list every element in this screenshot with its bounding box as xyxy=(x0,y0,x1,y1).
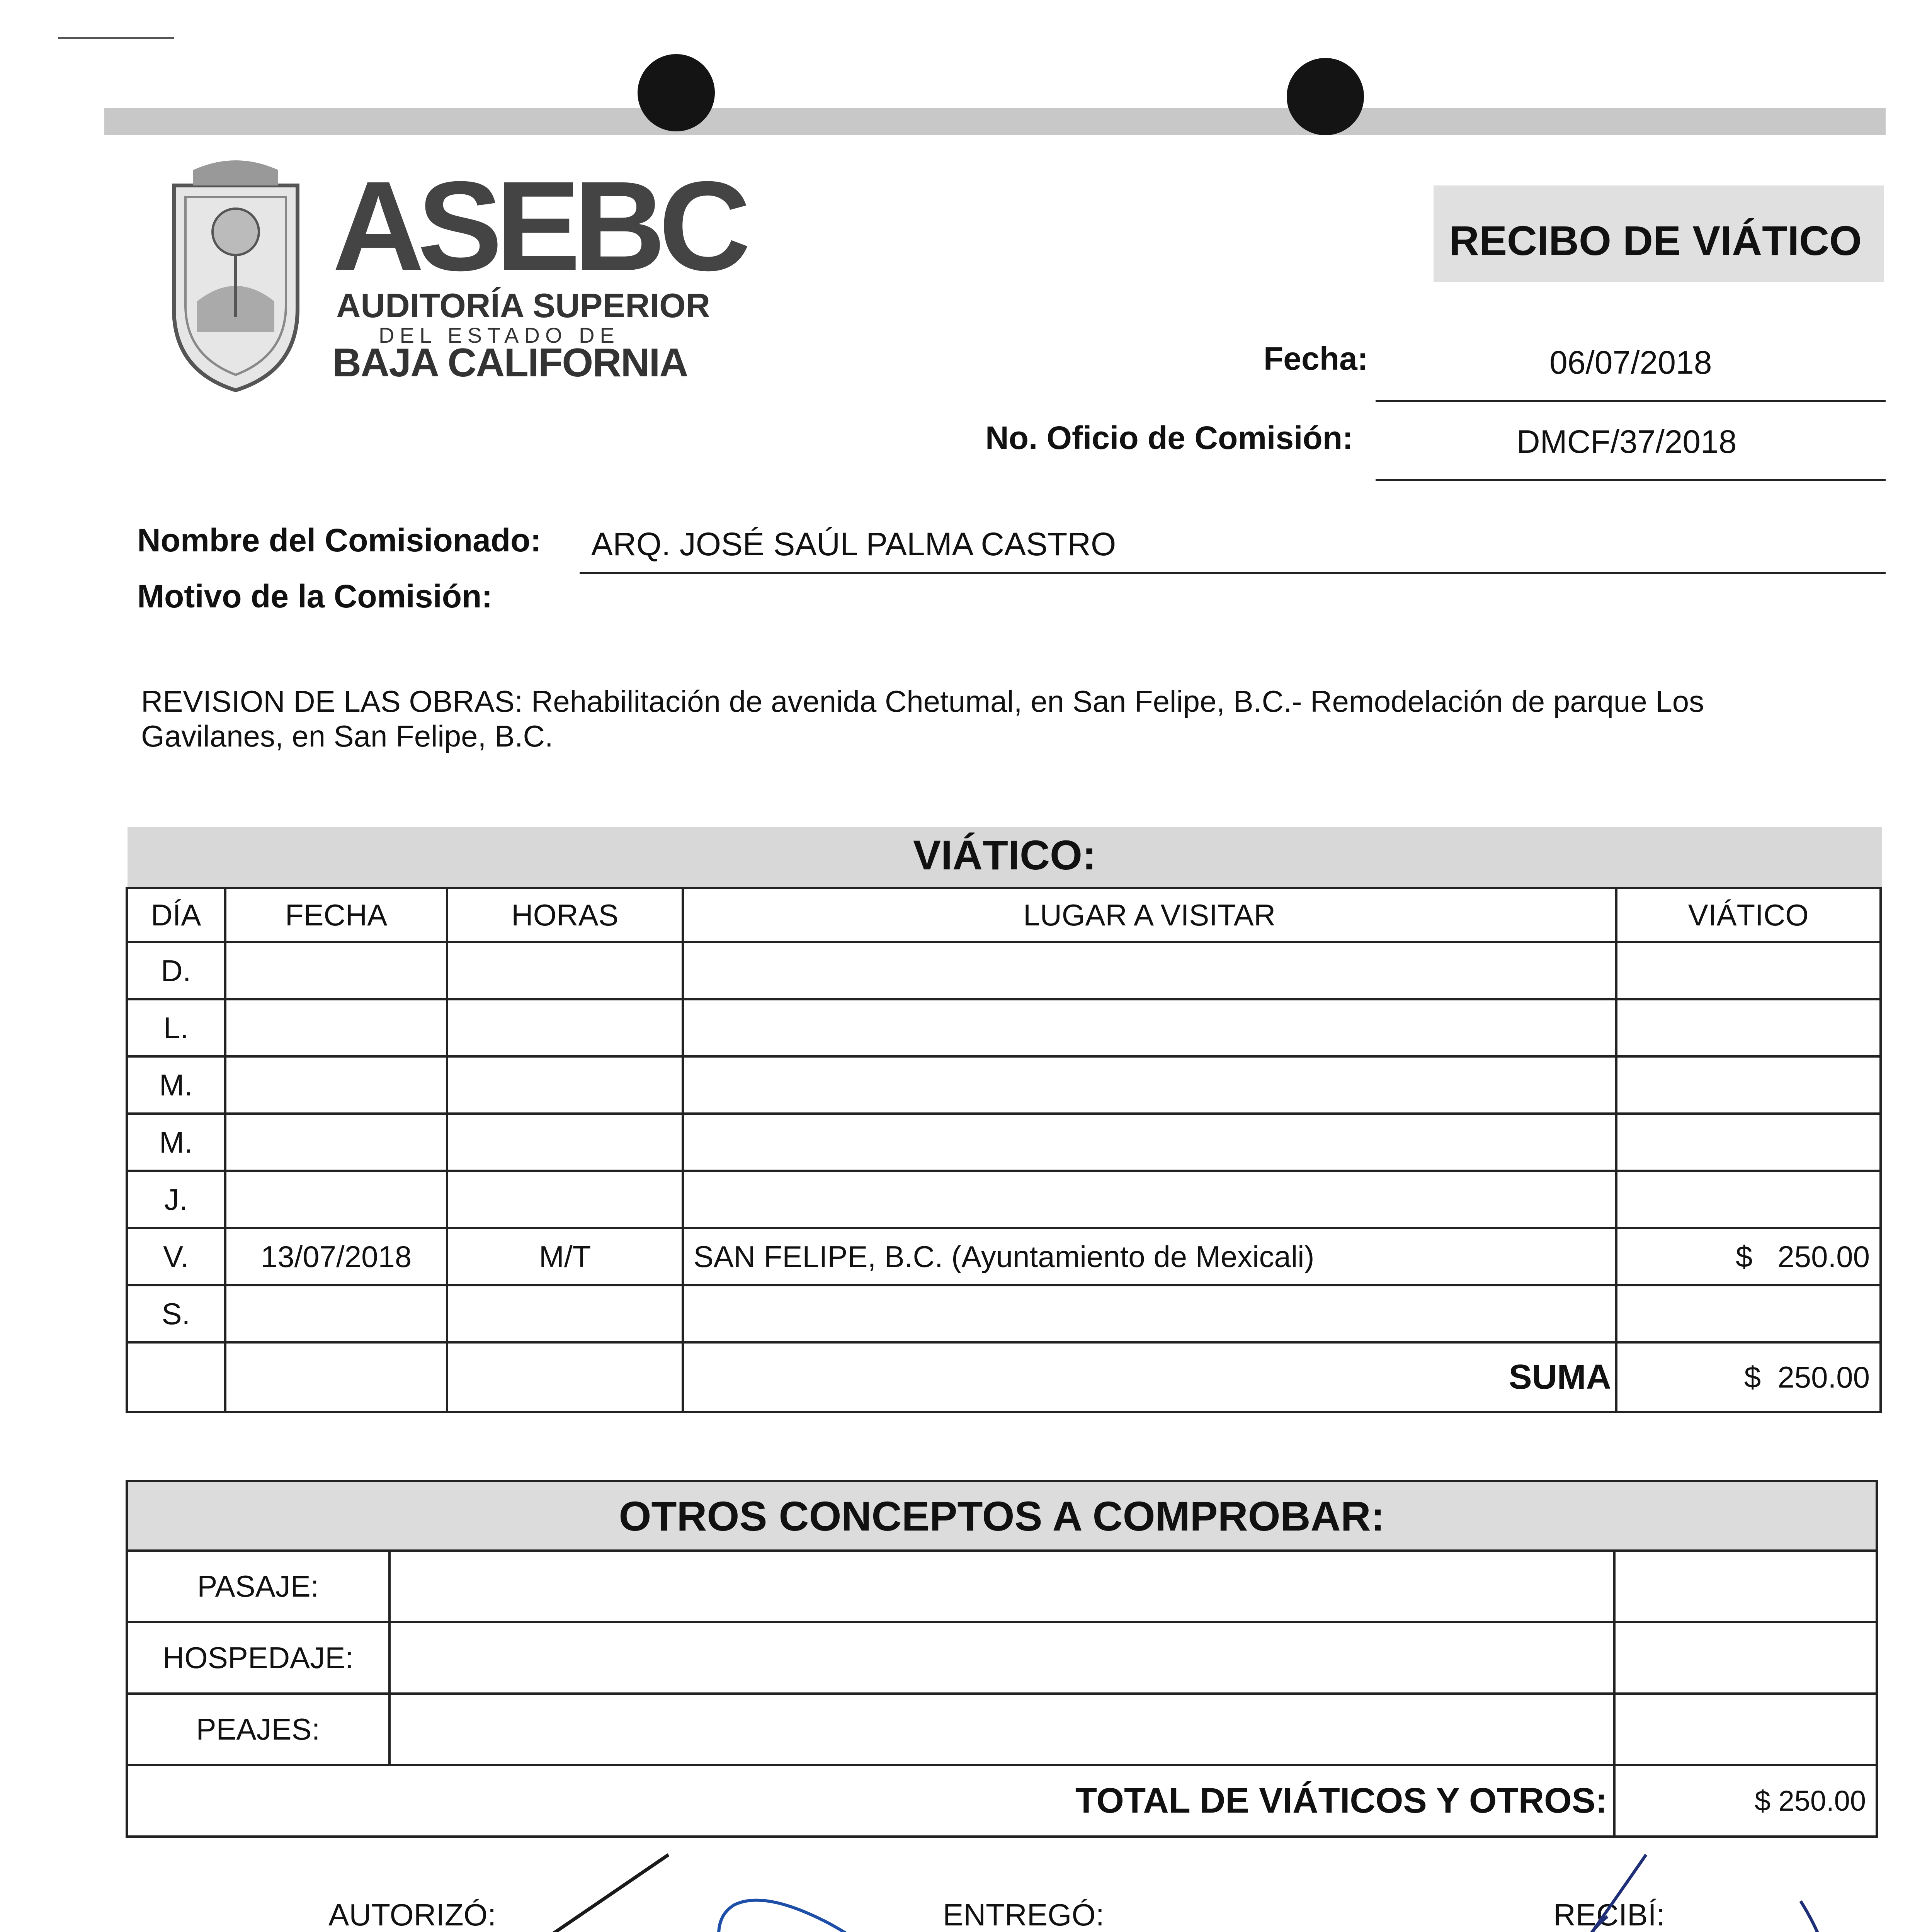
table-row xyxy=(127,1171,1881,1228)
otros-value xyxy=(1614,1551,1877,1622)
nombre-underline xyxy=(580,572,1886,574)
cell-viatico xyxy=(1616,1056,1881,1114)
cell-lugar xyxy=(683,1114,1616,1171)
nombre-value: ARQ. JOSÉ SAÚL PALMA CASTRO xyxy=(591,526,1116,562)
otros-table xyxy=(126,1480,1878,1838)
cell-fecha xyxy=(225,999,447,1056)
cell-horas xyxy=(447,1285,682,1342)
cell-dia: L. xyxy=(127,999,225,1056)
cell-dia: V. xyxy=(127,1228,225,1285)
total-value: $ 250.00 xyxy=(1614,1765,1877,1837)
suma-value: $ 250.00 xyxy=(1616,1342,1881,1412)
cell-viatico: $ 250.00 xyxy=(1616,1228,1881,1285)
entrego-heading: ENTREGÓ: xyxy=(943,1898,1104,1932)
cell-dia: M. xyxy=(127,1114,225,1171)
fecha-value: 06/07/2018 xyxy=(1549,344,1712,381)
suma-label: SUMA xyxy=(683,1342,1616,1412)
signature-entrego xyxy=(696,1874,1352,1932)
otros-title-row xyxy=(127,1481,1877,1551)
state-crest-icon xyxy=(162,155,309,394)
cell-dia: M. xyxy=(127,1056,225,1114)
oficio-label: No. Oficio de Comisión: xyxy=(985,420,1354,456)
col-viatico: VIÁTICO xyxy=(1616,888,1881,942)
cell-lugar xyxy=(683,1171,1616,1228)
cell-viatico xyxy=(1616,999,1881,1056)
cell-viatico xyxy=(1616,942,1881,999)
cell-horas xyxy=(447,942,682,999)
cell-fecha xyxy=(225,1114,447,1171)
cell-lugar: SAN FELIPE, B.C. (Ayuntamiento de Mexicali) xyxy=(683,1228,1616,1285)
cell-viatico xyxy=(1616,1114,1881,1171)
autorizo-heading: AUTORIZÓ: xyxy=(328,1898,497,1932)
otros-label: PEAJES: xyxy=(127,1694,389,1765)
table-row xyxy=(127,1551,1877,1622)
cell-lugar xyxy=(683,1056,1616,1114)
punch-hole-right xyxy=(1287,58,1364,135)
cell-horas xyxy=(447,1114,682,1171)
signature-autorizo xyxy=(147,1839,707,1932)
punch-hole-left xyxy=(638,54,715,131)
total-row xyxy=(127,1765,1877,1837)
cell-dia: S. xyxy=(127,1285,225,1342)
fecha-label: Fecha: xyxy=(1264,340,1368,377)
document-title: RECIBO DE VIÁTICO xyxy=(1449,217,1862,264)
cell-lugar xyxy=(683,999,1616,1056)
otros-value xyxy=(1614,1622,1877,1694)
scan-mark xyxy=(58,37,174,39)
table-row xyxy=(127,1622,1877,1694)
otros-title: OTROS CONCEPTOS A COMPROBAR: xyxy=(127,1481,1877,1551)
otros-detail xyxy=(389,1694,1614,1765)
table-row xyxy=(127,999,1881,1056)
cell-fecha: 13/07/2018 xyxy=(225,1228,447,1285)
cell-horas xyxy=(447,999,682,1056)
table-row xyxy=(127,1114,1881,1171)
cell-fecha xyxy=(225,1056,447,1114)
col-horas: HORAS xyxy=(447,888,682,942)
recibi-heading: RECIBÍ: xyxy=(1553,1898,1665,1932)
logo-line2: DEL ESTADO DE xyxy=(379,323,620,347)
motivo-text: REVISION DE LAS OBRAS: Rehabilitación de avenida Chetumal, en San Felipe, B.C.- Remodelación de parque Los Gavilanes, en San Felipe, B.C. xyxy=(141,684,1704,753)
cell-fecha xyxy=(225,1285,447,1342)
viatico-header-row xyxy=(127,888,1881,942)
cell-fecha xyxy=(225,942,447,999)
otros-label: PASAJE: xyxy=(127,1551,389,1622)
cell-viatico xyxy=(1616,1171,1881,1228)
otros-detail xyxy=(389,1551,1614,1622)
cell-horas xyxy=(447,1171,682,1228)
viatico-title-bar xyxy=(128,827,1882,889)
table-row xyxy=(127,1056,1881,1114)
top-bar xyxy=(104,108,1886,135)
cell-horas: M/T xyxy=(447,1228,682,1285)
col-fecha: FECHA xyxy=(225,888,447,942)
suma-row xyxy=(127,1342,1881,1412)
cell-viatico xyxy=(1616,1285,1881,1342)
table-row xyxy=(127,1228,1881,1285)
fecha-underline xyxy=(1376,400,1886,402)
cell-dia: J. xyxy=(127,1171,225,1228)
motivo-label: Motivo de la Comisión: xyxy=(137,578,493,614)
otros-detail xyxy=(389,1622,1614,1694)
oficio-underline xyxy=(1376,479,1886,481)
table-row xyxy=(127,1694,1877,1765)
cell-dia: D. xyxy=(127,942,225,999)
logo-line1: AUDITORÍA SUPERIOR xyxy=(336,286,711,325)
signature-recibi xyxy=(1376,1839,1878,1932)
logo-acronym: ASEBC xyxy=(332,155,744,297)
logo-line3: BAJA CALIFORNIA xyxy=(332,340,688,385)
otros-label: HOSPEDAJE: xyxy=(127,1622,389,1694)
col-lugar: LUGAR A VISITAR xyxy=(683,888,1616,942)
nombre-label: Nombre del Comisionado: xyxy=(137,522,541,558)
col-dia: DÍA xyxy=(127,888,225,942)
cell-lugar xyxy=(683,942,1616,999)
table-row xyxy=(127,1285,1881,1342)
viatico-table xyxy=(126,887,1882,1413)
oficio-value: DMCF/37/2018 xyxy=(1517,423,1737,460)
otros-value xyxy=(1614,1694,1877,1765)
cell-lugar xyxy=(683,1285,1616,1342)
viatico-title: VIÁTICO: xyxy=(913,832,1096,878)
cell-fecha xyxy=(225,1171,447,1228)
title-box xyxy=(1434,185,1884,282)
cell-horas xyxy=(447,1056,682,1114)
total-label: TOTAL DE VIÁTICOS Y OTROS: xyxy=(127,1765,1614,1837)
table-row xyxy=(127,942,1881,999)
